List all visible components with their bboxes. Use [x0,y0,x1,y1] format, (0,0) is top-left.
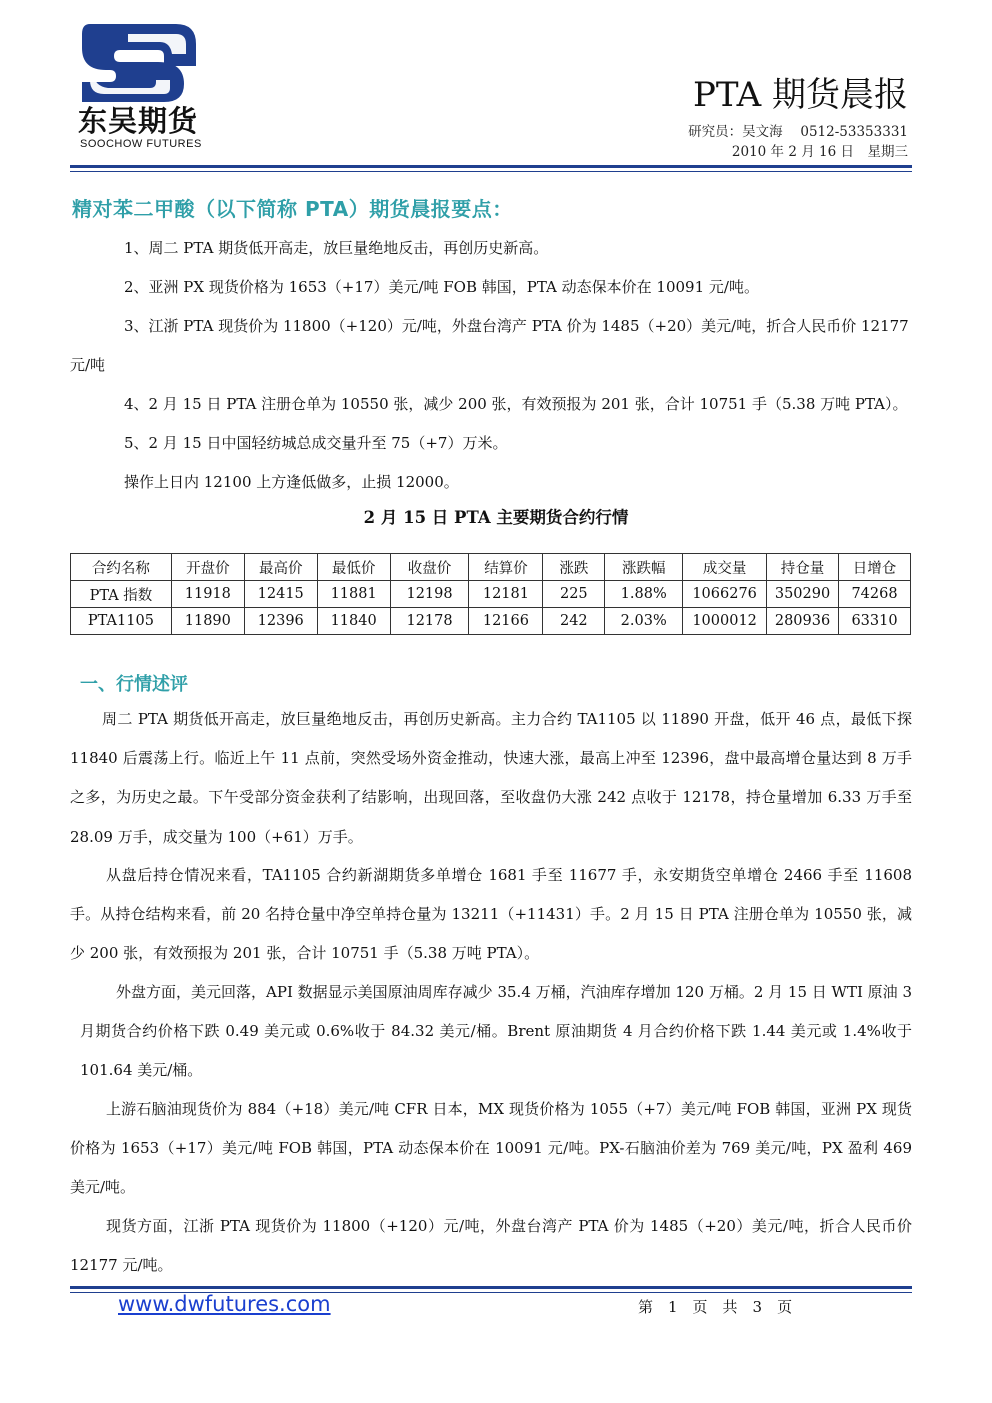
table-cell: 1066276 [683,581,767,608]
table-cell: 225 [543,581,605,608]
table-header-cell: 合约名称 [71,554,172,581]
operation-advice: 操作上日内 12100 上方逢低做多，止损 12000。 [124,473,459,491]
table-cell: 12166 [469,608,543,635]
key-point-1: 1、周二 PTA 期货低开高走，放巨量绝地反击，再创历史新高。 [124,239,549,257]
table-cell: 11890 [171,608,244,635]
table-cell: 1.88% [605,581,683,608]
table-header-cell: 最低价 [317,554,390,581]
header-rule-thin [70,171,912,172]
table-cell: 12178 [390,608,469,635]
quotes-table [70,553,911,635]
table-header-cell: 涨跌幅 [605,554,683,581]
table-cell: 12396 [244,608,317,635]
table-cell: 350290 [767,581,839,608]
table-header-cell: 持仓量 [767,554,839,581]
table-header-cell: 收盘价 [390,554,469,581]
header-rule-thick [70,165,912,168]
table-cell: 12181 [469,581,543,608]
table-header-cell: 结算价 [469,554,543,581]
website-link[interactable]: www.dwfutures.com [118,1292,331,1316]
table-title: 2 月 15 日 PTA 主要期货合约行情 [363,508,629,527]
key-point-2: 2、亚洲 PX 现货价格为 1653（+17）美元/吨 FOB 韩国，PTA 动态保本价在 10091 元/吨。 [124,278,759,296]
review-paragraph-2: 从盘后持仓情况来看，TA1105 合约新湖期货多单增仓 1681 手至 11677 手，永安期货空单增仓 2466 手至 11608 手。从持仓结构来看，前 20 名持仓量中净空单持仓量为 13211（+11431）手。2 月 15 日 PTA 注册仓单为 10550 张，减少 200 张，有效预报为 201 张，合计 10751 手（5.38 万吨 PTA）。 [70,866,912,963]
table-header-row [71,554,911,581]
key-point-5: 5、2 月 15 日中国轻纺城总成交量升至 75（+7）万米。 [124,434,508,452]
table-header-cell: 成交量 [683,554,767,581]
table-cell: 280936 [767,608,839,635]
review-paragraph-5: 现货方面，江浙 PTA 现货价为 11800（+120）元/吨，外盘台湾产 PTA 价为 1485（+20）美元/吨，折合人民币价 12177 元/吨。 [70,1217,912,1275]
document-title: PTA 期货晨报 [692,75,908,115]
soochow-logo-icon [80,22,198,104]
logo-english-name: SOOCHOW FUTURES [80,138,202,150]
researcher-info: 研究员：吴文海 0512-53353331 [688,124,908,140]
table-cell: 242 [543,608,605,635]
table-cell: PTA 指数 [71,581,172,608]
section-heading-market-review: 一、行情述评 [80,674,188,695]
table-row [71,581,911,608]
report-date: 2010 年 2 月 16 日 星期三 [731,144,908,160]
logo-chinese-name: 东吴期货 [78,104,199,138]
table-cell: 1000012 [683,608,767,635]
table-header-cell: 开盘价 [171,554,244,581]
key-point-3: 3、江浙 PTA 现货价为 11800（+120）元/吨，外盘台湾产 PTA 价为 1485（+20）美元/吨，折合人民币价 12177 元/吨 [70,317,909,374]
footer-rule-thick [70,1286,912,1289]
table-cell: 63310 [839,608,911,635]
table-cell: 11918 [171,581,244,608]
table-cell: PTA1105 [71,608,172,635]
table-cell: 12198 [390,581,469,608]
table-cell: 11881 [317,581,390,608]
summary-heading: 精对苯二甲酸（以下简称 PTA）期货晨报要点： [72,197,513,221]
review-paragraph-3: 外盘方面，美元回落，API 数据显示美国原油周库存减少 35.4 万桶，汽油库存增加 120 万桶。2 月 15 日 WTI 原油 3 月期货合约价格下跌 0.49 美元或 0.6%收于 84.32 美元/桶。Brent 原油期货 4 月合约价格下跌 1.44 美元或 1.4%收于 101.64 美元/桶。 [80,983,912,1080]
table-row [71,608,911,635]
table-header-cell: 日增仓 [839,554,911,581]
table-header-cell: 最高价 [244,554,317,581]
review-paragraph-1: 周二 PTA 期货低开高走，放巨量绝地反击，再创历史新高。主力合约 TA1105 以 11890 开盘，低开 46 点，最低下探 11840 后震荡上行。临近上午 11 点前，突然受场外资金推动，快速大涨，最高上冲至 12396，盘中最高增仓量达到 8 万手之多，为历史之最。下午受部分资金获利了结影响，出现回落，至收盘仍大涨 242 点收于 12178，持仓量增加 6.33 万手至 28.09 万手，成交量为 100（+61）万手。 [70,710,912,846]
key-point-4: 4、2 月 15 日 PTA 注册仓单为 10550 张，减少 200 张，有效预报为 201 张，合计 10751 手（5.38 万吨 PTA）。 [124,395,908,413]
table-cell: 11840 [317,608,390,635]
table-cell: 74268 [839,581,911,608]
review-paragraph-4: 上游石脑油现货价为 884（+18）美元/吨 CFR 日本，MX 现货价格为 1055（+7）美元/吨 FOB 韩国，亚洲 PX 现货价格为 1653（+17）美元/吨 FOB 韩国，PTA 动态保本价在 10091 元/吨。PX-石脑油价差为 769 美元/吨，PX 盈利 469 美元/吨。 [70,1100,912,1197]
page-number: 第 1 页 共 3 页 [638,1298,793,1316]
table-cell: 12415 [244,581,317,608]
table-cell: 2.03% [605,608,683,635]
table-header-cell: 涨跌 [543,554,605,581]
